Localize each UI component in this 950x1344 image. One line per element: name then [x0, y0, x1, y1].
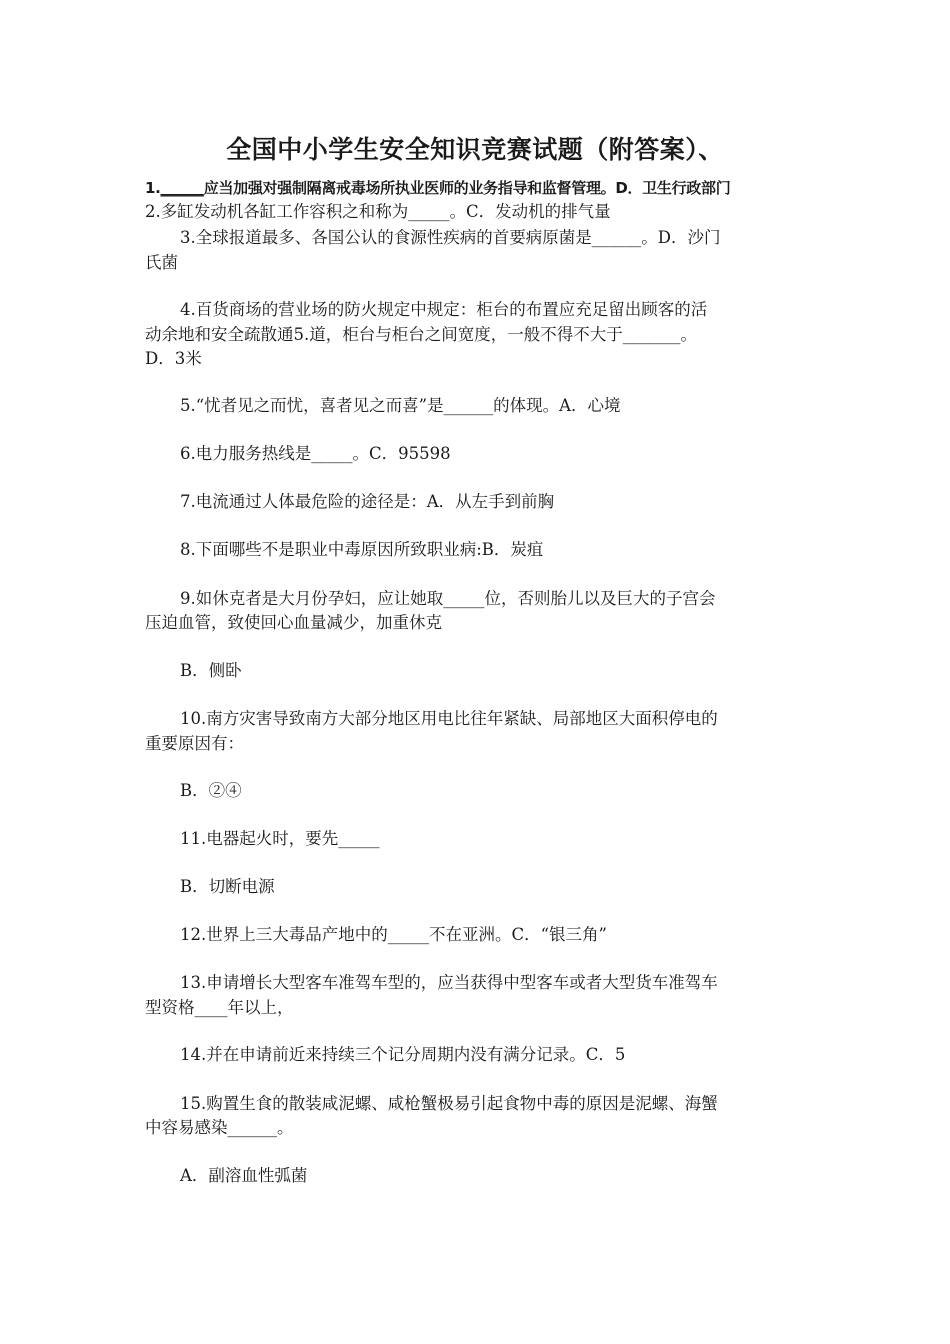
- question-14: 14.并在申请前近来持续三个记分周期内没有满分记录。C．5: [180, 1045, 626, 1064]
- question-8: 8.下面哪些不是职业中毒原因所致职业病:B．炭疽: [180, 540, 544, 559]
- question-15-line-2: 中容易感染______。: [145, 1118, 294, 1137]
- question-1-text: 应当加强对强制隔离戒毒场所执业医师的业务指导和监督管理。D．卫生行政部门: [203, 179, 731, 197]
- question-11-answer: B．切断电源: [180, 877, 275, 896]
- question-10-line-2: 重要原因有：: [145, 734, 244, 753]
- question-15-line-1: 15.购置生食的散装咸泥螺、咸枪蟹极易引起食物中毒的原因是泥螺、海蟹: [180, 1094, 718, 1113]
- question-13-line-2: 型资格____年以上，: [145, 998, 294, 1017]
- question-3-line-1: 3.全球报道最多、各国公认的食源性疾病的首要病原菌是______。D．沙门: [180, 228, 721, 247]
- question-10-line-1: 10.南方灾害导致南方大部分地区用电比往年紧缺、局部地区大面积停电的: [180, 709, 718, 728]
- question-9-line-2: 压迫血管，致使回心血量减少，加重休克: [145, 613, 442, 632]
- question-13-line-1: 13.申请增长大型客车准驾车型的，应当获得中型客车或者大型货车准驾车: [180, 973, 718, 992]
- question-9-answer: B．侧卧: [180, 661, 242, 680]
- question-1-blank: ______: [160, 179, 204, 197]
- question-6: 6.电力服务热线是_____。C．95598: [180, 444, 451, 463]
- question-12: 12.世界上三大毒品产地中的_____不在亚洲。C．“银三角”: [180, 925, 607, 944]
- question-2: 2.多缸发动机各缸工作容积之和称为_____。C．发动机的排气量: [145, 202, 611, 221]
- question-1: [145, 176, 815, 200]
- question-4-line-3: D．3米: [145, 349, 202, 368]
- question-4-line-2: 动余地和安全疏散通5.道，柜台与柜台之间宽度，一般不得不大于_______。: [145, 325, 697, 344]
- question-9-line-1: 9.如休克者是大月份孕妇，应让她取_____位，否则胎儿以及巨大的子宫会: [180, 589, 716, 608]
- question-4-line-1: 4.百货商场的营业场的防火规定中规定：柜台的布置应充足留出顾客的活: [180, 300, 708, 319]
- question-3-line-2: 氏菌: [145, 253, 178, 272]
- question-15-answer: A．副溶血性弧菌: [180, 1166, 308, 1185]
- question-1-number: 1.: [145, 179, 161, 197]
- question-7: 7.电流通过人体最危险的途径是：A．从左手到前胸: [180, 492, 555, 511]
- question-10-answer: B．②④: [180, 781, 242, 800]
- question-5: 5.“忧者见之而忧，喜者见之而喜”是______的体现。A．心境: [180, 396, 621, 415]
- page-title: 全国中小学生安全知识竞赛试题（附答案）、: [226, 135, 724, 164]
- question-11: 11.电器起火时，要先_____: [180, 829, 380, 848]
